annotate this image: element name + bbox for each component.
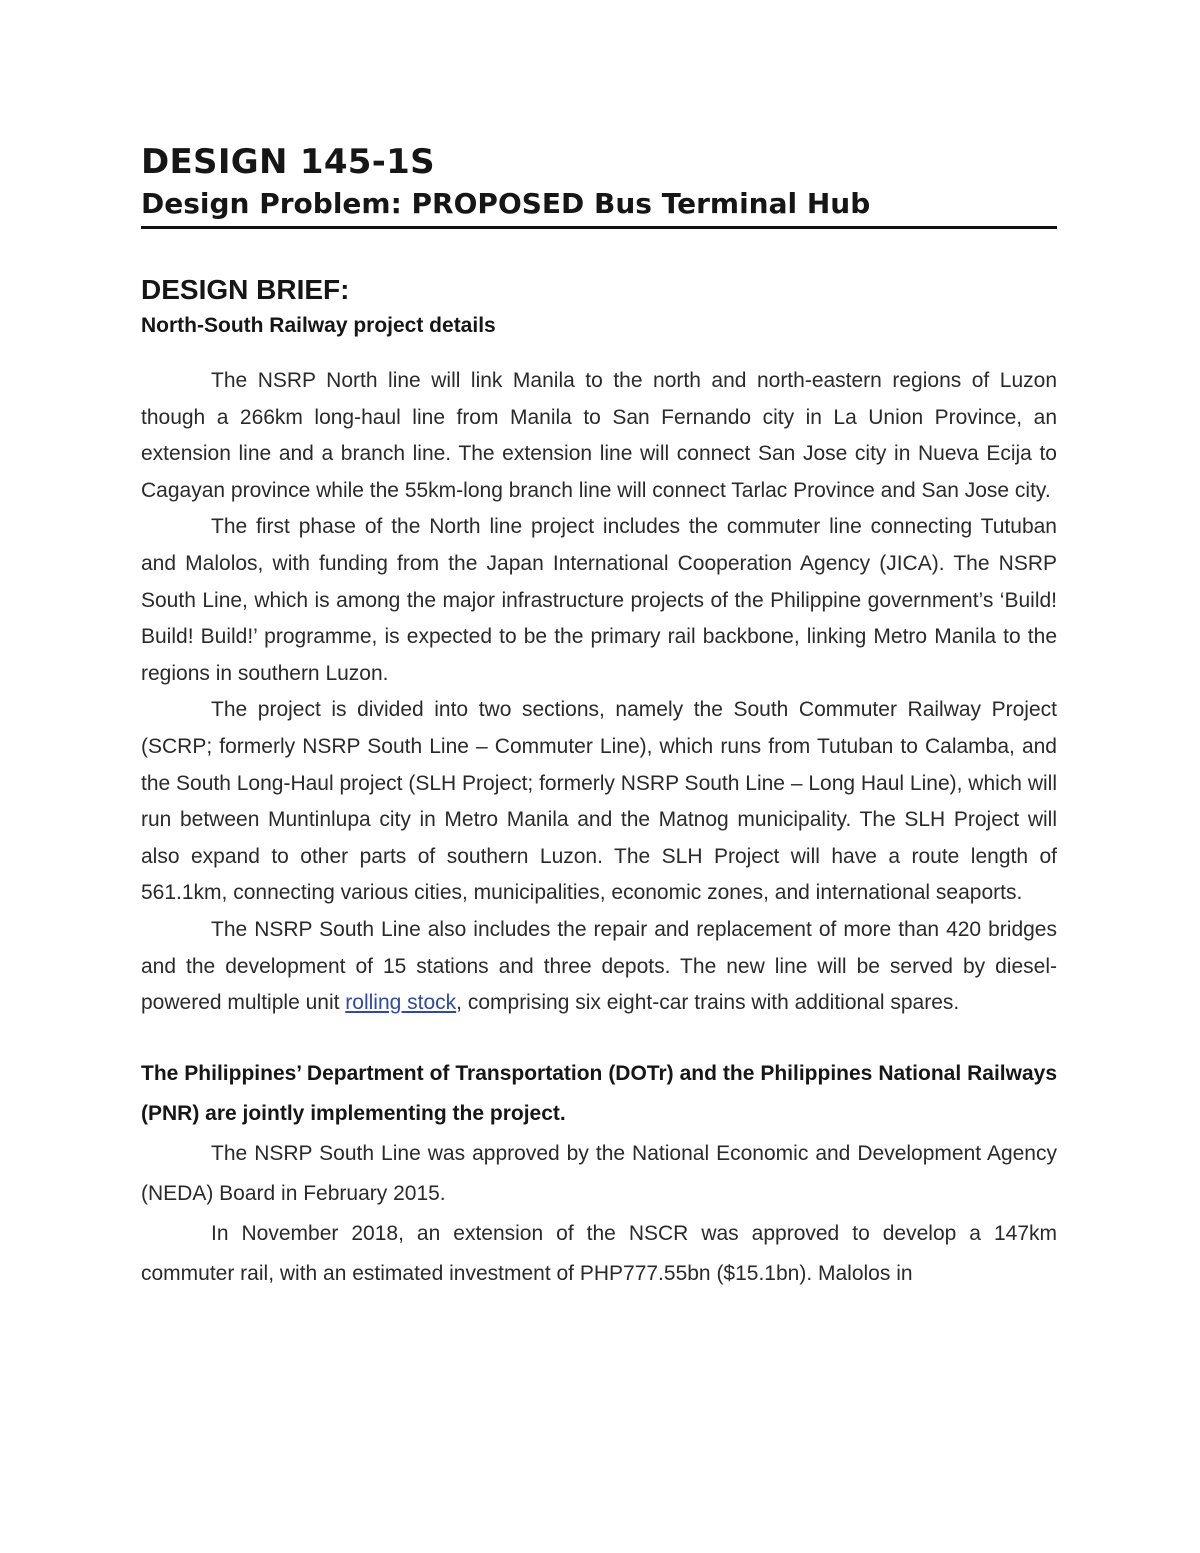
paragraph-with-link <box>141 912 1057 1022</box>
paragraph: The first phase of the North line project includes the commuter line connecting Tutuban and Malolos, with funding from the Japan International Cooperation Agency (JICA). The NSRP South Line, which is among the major infrastructure projects of the Philippine government’s ‘Build! Build! Build!’ programme, is expected to be the primary rail backbone, linking Metro Manila to the regions in southern Luzon. <box>141 515 1057 685</box>
document-content <box>141 140 1057 1292</box>
paragraph: The NSRP South Line was approved by the National Economic and Development Agency (NEDA) Board in February 2015. <box>141 1141 1057 1205</box>
sub-heading: North-South Railway project details <box>141 314 496 337</box>
paragraph: The NSRP North line will link Manila to the north and north-eastern regions of Luzon though a 266km long-haul line from Manila to San Fernando city in La Union Province, an extension line and a branch line. The extension line will connect San Jose city in Nueva Ecija to Cagayan province while the 55km-long branch line will connect Tarlac Province and San Jose city. <box>141 369 1057 502</box>
paragraph-clip <box>141 1214 1057 1292</box>
paragraph-text: The NSRP South Line also includes the repair and replacement of more than 420 bridges and the development of 15 stations and three depots. The new line will be served by diesel-powered multiple unit <box>141 917 1057 1015</box>
document-title: DESIGN 145-1S <box>141 142 435 182</box>
document-subtitle: Design Problem: PROPOSED Bus Terminal Hub <box>141 184 1057 229</box>
bold-statement: The Philippines’ Department of Transportation (DOTr) and the Philippines National Railways (PNR) are jointly implementing the project. <box>141 1061 1057 1125</box>
paragraph: The project is divided into two sections, namely the South Commuter Railway Project (SCRP; formerly NSRP South Line – Commuter Line), which runs from Tutuban to Calamba, and the South Long-Haul project (SLH Project; formerly NSRP South Line – Long Haul Line), which will run between Muntinlupa city in Metro Manila and the Matnog municipality. The SLH Project will also expand to other parts of southern Luzon. The SLH Project will have a route length of 561.1km, connecting various cities, municipalities, economic zones, and international seaports. <box>141 698 1057 905</box>
paragraph: In November 2018, an extension of the NSCR was approved to develop a 147km commuter rail, with an estimated investment of PHP777.55bn ($15.1bn). Malolos in <box>141 1221 1057 1285</box>
paragraph-text: , comprising six eight-car trains with additional spares. <box>456 991 960 1015</box>
section-heading: DESIGN BRIEF: <box>141 274 350 305</box>
rolling-stock-link[interactable]: rolling stock <box>345 991 457 1015</box>
